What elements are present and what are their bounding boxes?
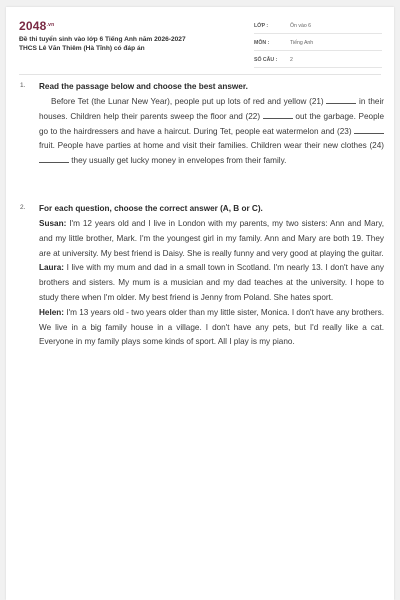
page-header (6, 7, 394, 67)
worksheet-page (6, 7, 394, 600)
answer-blank-21 (326, 96, 356, 104)
exam-title-line-1: Đề thi tuyển sinh vào lớp 6 Tiếng Anh năm 2026-2027 (19, 36, 186, 43)
meta-value: 2 (290, 57, 293, 63)
passage-paragraph: Before Tet (the Lunar New Year), people put up lots of red and yellow (21) in their houses. Children help their parents sweep the floor and (22) out the garbage. People go to the hairdressers and have a haircut. During Tet, people eat watermelon and (23) fruit. People have parties at home and visit their families. Children wear their new clothes (24) they usually get lucky money in envelopes from their family. (39, 97, 385, 166)
exam-meta-table (254, 17, 382, 68)
site-logo[interactable]: $2048^{.vn}$ (19, 19, 55, 33)
question-2-passage (39, 217, 384, 350)
meta-key: MÔN : (254, 40, 270, 46)
question-1-passage (39, 95, 384, 169)
question-title: Read the passage below and choose the best answer. (39, 82, 248, 91)
speaker-label: Laura: (39, 263, 65, 273)
logo-domain: .vn (46, 22, 55, 28)
speaker-label: Helen: (39, 307, 65, 317)
meta-row-question-count (254, 51, 382, 68)
question-number: 2. (20, 204, 26, 211)
paragraph-laura: Laura: I live with my mum and dad in a small town in Scotland. I'm nearly 13. I don't have any brothers and sisters. My mum is a musician and my dad teaches at the university. I hope to study there when I'm older. My best friend is Jenny from Poland. She hates sport. (39, 263, 384, 302)
exam-title-line-2: THCS Lê Văn Thiêm (Hà Tĩnh) có đáp án (19, 45, 145, 52)
meta-row-subject (254, 34, 382, 51)
paragraph-helen: Helen: I'm 13 years old - two years older than my little sister, Monica. I don't have any brothers. We live in a big family house in a village. I don't have any pets, but I'd really like a cat. Everyone in my family plays some kinds of sport. All I play is my piano. (39, 307, 384, 347)
answer-blank-24 (39, 155, 69, 163)
speaker-label: Susan: (39, 219, 67, 228)
question-title: For each question, choose the correct answer (A, B or C). (39, 204, 263, 213)
answer-blank-22 (263, 111, 293, 119)
meta-key: LỚP : (254, 23, 269, 29)
meta-value: Tiếng Anh (290, 40, 314, 46)
paragraph-susan: Susan: I'm 12 years old and I live in London with my parents, my two sisters: Ann and Mary, and my little brother, Mark. I'm the youngest girl in my family. Ann and Mary are both 19. They are at university. My best friend is Daisy. She is really funny and very good at playing the guitar. (39, 219, 384, 258)
question-number: 1. (20, 82, 26, 89)
meta-row-class (254, 17, 382, 34)
exam-title (19, 35, 244, 53)
meta-key: SỐ CÂU : (254, 57, 278, 63)
header-divider (19, 74, 381, 75)
answer-blank-23 (354, 126, 384, 134)
meta-value: Ôn vào 6 (290, 23, 312, 29)
